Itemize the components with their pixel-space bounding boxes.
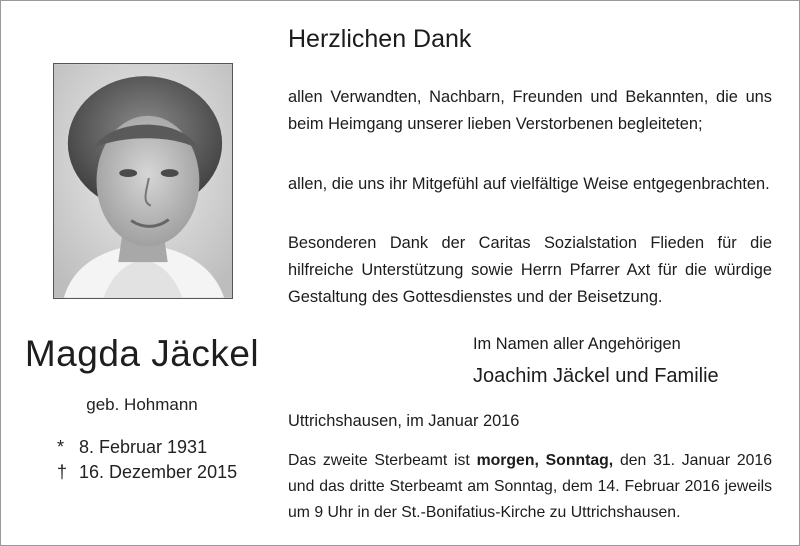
service-text-bold: morgen, Sonntag,	[476, 452, 614, 469]
signature-name: Joachim Jäckel und Familie	[473, 365, 719, 387]
thanks-paragraph-2: allen, die uns ihr Mitgefühl auf vielfältige Weise entgegenbrachten.	[288, 175, 770, 193]
birth-line	[57, 435, 237, 460]
death-line	[57, 460, 237, 485]
place-date: Uttrichshausen, im Januar 2016	[288, 412, 520, 430]
death-date: 16. Dezember 2015	[79, 462, 238, 482]
notice-heading: Herzlichen Dank	[288, 25, 472, 53]
thanks-paragraph-3: Besonderen Dank der Caritas Sozialstation Flieden für die hilfreiche Unterstützung sowie Herrn Pfarrer Axt für die würdige Gestaltung des Gottesdienstes und der Beisetzung.	[288, 234, 772, 306]
portrait-image	[54, 64, 232, 298]
thanks-paragraph-1: allen Verwandten, Nachbarn, Freunden und Bekannten, die uns beim Heimgang unserer lieben Verstorbenen begleiteten;	[288, 88, 772, 133]
birth-date: 8. Februar 1931	[79, 437, 208, 457]
life-dates	[57, 435, 237, 485]
deceased-name: Magda Jäckel	[24, 333, 260, 374]
maiden-name: geb. Hohmann	[86, 395, 198, 414]
service-paragraph	[288, 448, 772, 526]
service-text-1: Das zweite Sterbeamt ist	[288, 452, 477, 469]
death-symbol: †	[57, 462, 68, 482]
portrait-photo	[53, 63, 233, 299]
signature-intro: Im Namen aller Angehörigen	[473, 335, 681, 353]
birth-symbol: *	[57, 437, 65, 457]
service-text-2: den 31. Januar 2016 und das dritte Sterbeamt am Sonntag, dem 14. Februar 2016 jeweils um 9 Uhr in der St.-Bonifatius-Kirche zu Uttrichshausen.	[288, 452, 772, 521]
